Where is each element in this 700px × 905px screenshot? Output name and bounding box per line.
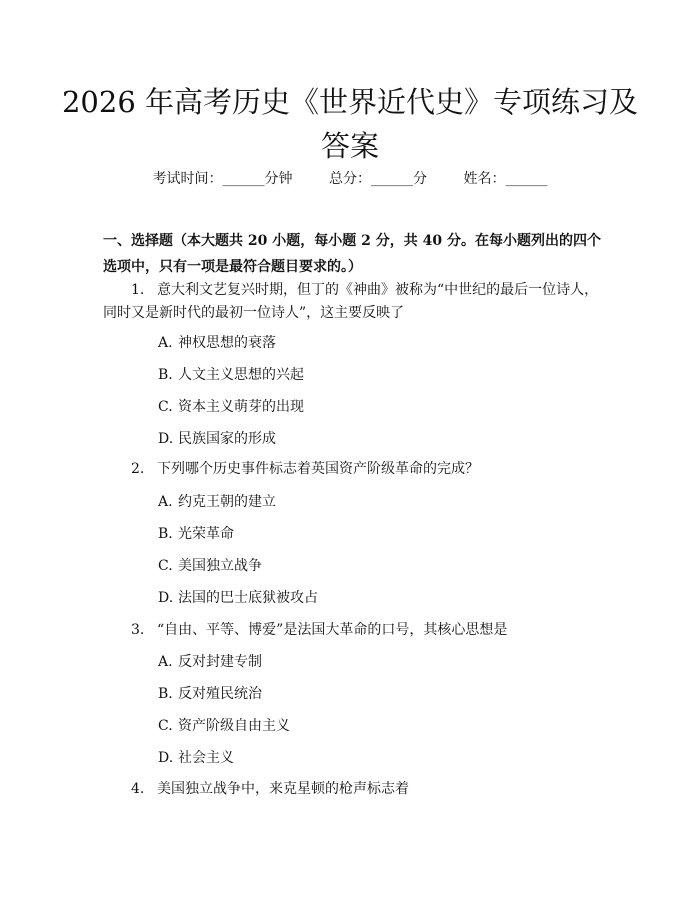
option-text: 约克王朝的建立: [178, 494, 276, 510]
option-text: 人文主义思想的兴起: [178, 367, 304, 383]
option-text: 社会主义: [178, 750, 234, 766]
option-letter: B.: [158, 686, 173, 702]
option-2b: [158, 524, 234, 544]
option-text: 光荣革命: [178, 526, 234, 542]
option-letter: C.: [158, 558, 173, 574]
option-text: 美国独立战争: [178, 558, 262, 574]
option-letter: A.: [158, 654, 173, 670]
option-text: 法国的巴士底狱被攻占: [178, 590, 318, 606]
question-1: [103, 279, 603, 325]
option-text: 资产阶级自由主义: [178, 718, 290, 734]
question-text: 美国独立战争中，来克星顿的枪声标志着: [157, 781, 409, 797]
question-2: [103, 458, 603, 481]
exam-name: 姓名：______: [463, 171, 548, 187]
option-2c: [158, 556, 262, 576]
exam-score: 总分：______分: [329, 171, 427, 187]
exam-time: 考试时间：______分钟: [152, 171, 293, 187]
question-number: 4.: [131, 781, 145, 797]
option-text: 资本主义萌芽的出现: [178, 399, 304, 415]
option-1c: [158, 397, 304, 417]
option-letter: D.: [158, 750, 174, 766]
question-text: 下列哪个历史事件标志着英国资产阶级革命的完成？: [157, 461, 479, 477]
option-3d: [158, 748, 234, 768]
option-2d: [158, 588, 318, 608]
option-letter: B.: [158, 526, 173, 542]
option-1a: [158, 333, 276, 353]
option-text: 反对封建专制: [178, 654, 262, 670]
option-1b: [158, 365, 304, 385]
option-letter: C.: [158, 399, 173, 415]
question-3: [103, 619, 603, 642]
option-3a: [158, 652, 262, 672]
option-text: 民族国家的形成: [178, 431, 276, 447]
question-number: 3.: [131, 622, 145, 638]
option-1d: [158, 429, 276, 449]
page-title: 2026 年高考历史《世界近代史》专项练习及答案: [61, 85, 639, 163]
option-letter: C.: [158, 718, 173, 734]
option-letter: D.: [158, 431, 174, 447]
question-number: 2.: [131, 461, 145, 477]
option-text: 神权思想的衰落: [178, 335, 276, 351]
question-text: “自由、平等、博爱”是法国大革命的口号，其核心思想是: [157, 622, 508, 638]
question-number: 1.: [131, 282, 145, 298]
question-text: 意大利文艺复兴时期，但丁的《神曲》被称为“中世纪的最后一位诗人，同时又是新时代的最初一位诗人”，这主要反映了: [103, 282, 599, 321]
option-2a: [158, 492, 276, 512]
option-letter: D.: [158, 590, 174, 606]
option-3b: [158, 684, 262, 704]
option-3c: [158, 716, 290, 736]
option-letter: A.: [158, 335, 173, 351]
section-heading: 一、选择题（本大题共 20 小题，每小题 2 分，共 40 分。在每小题列出的四个选项中，只有一项是最符合题目要求的。）: [103, 233, 601, 275]
option-letter: B.: [158, 367, 173, 383]
option-letter: A.: [158, 494, 173, 510]
exam-meta: [0, 168, 700, 188]
question-4: [103, 778, 603, 801]
option-text: 反对殖民统治: [178, 686, 262, 702]
